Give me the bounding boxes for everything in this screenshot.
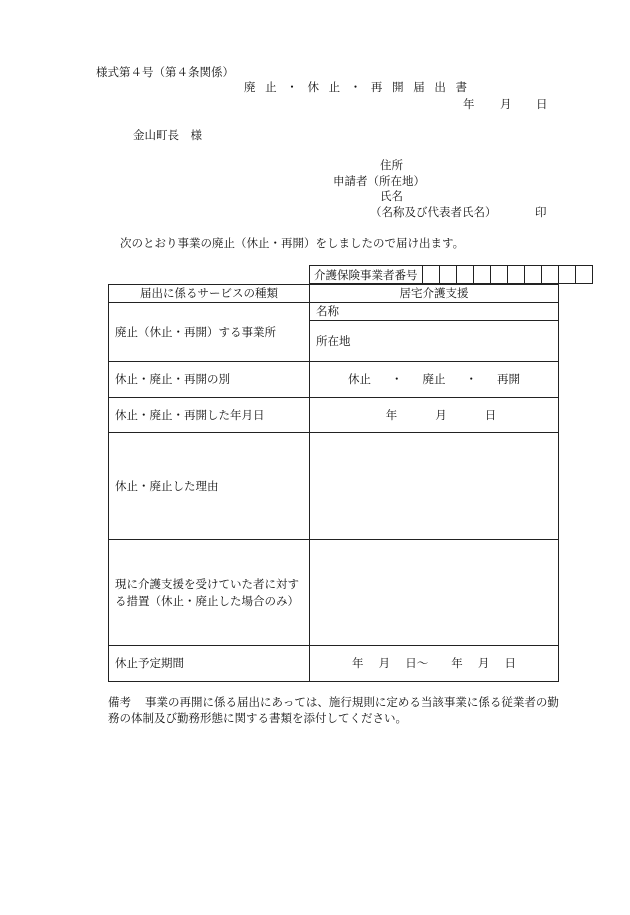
office-cell [310,303,559,362]
type-options [310,362,559,398]
type-label: 休止・廃止・再開の別 [109,362,310,398]
service-type-value: 居宅介護支援 [310,285,559,303]
insurer-number-box[interactable] [507,266,524,283]
period-value[interactable]: 年 月 日～ 年 月 日 [310,646,559,682]
intro-text: 次のとおり事業の廃止（休止・再開）をしましたので届け出ます。 [120,236,465,250]
insurer-number-box[interactable] [524,266,541,283]
insurer-number-box[interactable] [490,266,507,283]
applicant-label: 申請者（所在地） [333,174,425,188]
option-resume[interactable]: 再開 [497,372,520,387]
measures-value[interactable] [310,540,559,646]
insurer-number-box[interactable] [575,266,592,283]
insurer-number-box[interactable] [456,266,473,283]
date-label: 休止・廃止・再開した年月日 [109,398,310,433]
year-label: 年 [385,407,398,422]
name-note: （名称及び代表者氏名） [370,205,497,219]
period-label: 休止予定期間 [109,646,310,682]
notification-table [108,284,559,682]
note-text-line1: 事業の再開に係る届出にあっては、施行規則に定める当該事業に係る従業者の勤 [145,695,559,709]
date-month-label: 月 [500,97,512,111]
option-abolish[interactable]: 廃止 [422,372,446,387]
name-label: 氏名 [380,189,403,203]
address-label: 住所 [380,158,403,172]
reason-value[interactable] [310,433,559,540]
insurer-number-box[interactable] [558,266,575,283]
service-type-label: 届出に係るサービスの種類 [109,285,310,303]
date-year-label: 年 [463,97,475,111]
office-label: 廃止（休止・再開）する事業所 [109,303,310,362]
note-label: 備考 [108,695,131,709]
addressee: 金山町長 様 [133,128,202,142]
insurer-number-box[interactable] [439,266,456,283]
insurer-number-box[interactable] [473,266,490,283]
date-day-label: 日 [536,97,548,111]
separator: ・ [391,372,403,387]
separator: ・ [465,372,477,387]
insurer-number-row [309,265,593,284]
measures-label: 現に介護支援を受けていた者に対する措置（休止・廃止した場合のみ） [109,540,310,646]
insurer-number-box[interactable] [422,266,439,283]
document-title: 廃 止 ・ 休 止 ・ 再 開 届 出 書 [244,80,471,94]
note-text-line2: 務の体制及び勤務形態に関する書類を添付してください。 [108,711,407,725]
office-name-label: 名称 [310,303,558,321]
form-number: 様式第４号（第４条関係） [96,65,234,79]
option-suspend[interactable]: 休止 [348,372,371,387]
day-label: 日 [484,407,497,422]
month-label: 月 [435,407,447,422]
insurer-number-box[interactable] [541,266,558,283]
office-address-label: 所在地 [316,334,351,349]
insurer-number-label: 介護保険事業者番号 [314,267,418,282]
reason-label: 休止・廃止した理由 [109,433,310,540]
seal-mark: 印 [535,205,547,219]
date-value[interactable] [310,398,559,433]
